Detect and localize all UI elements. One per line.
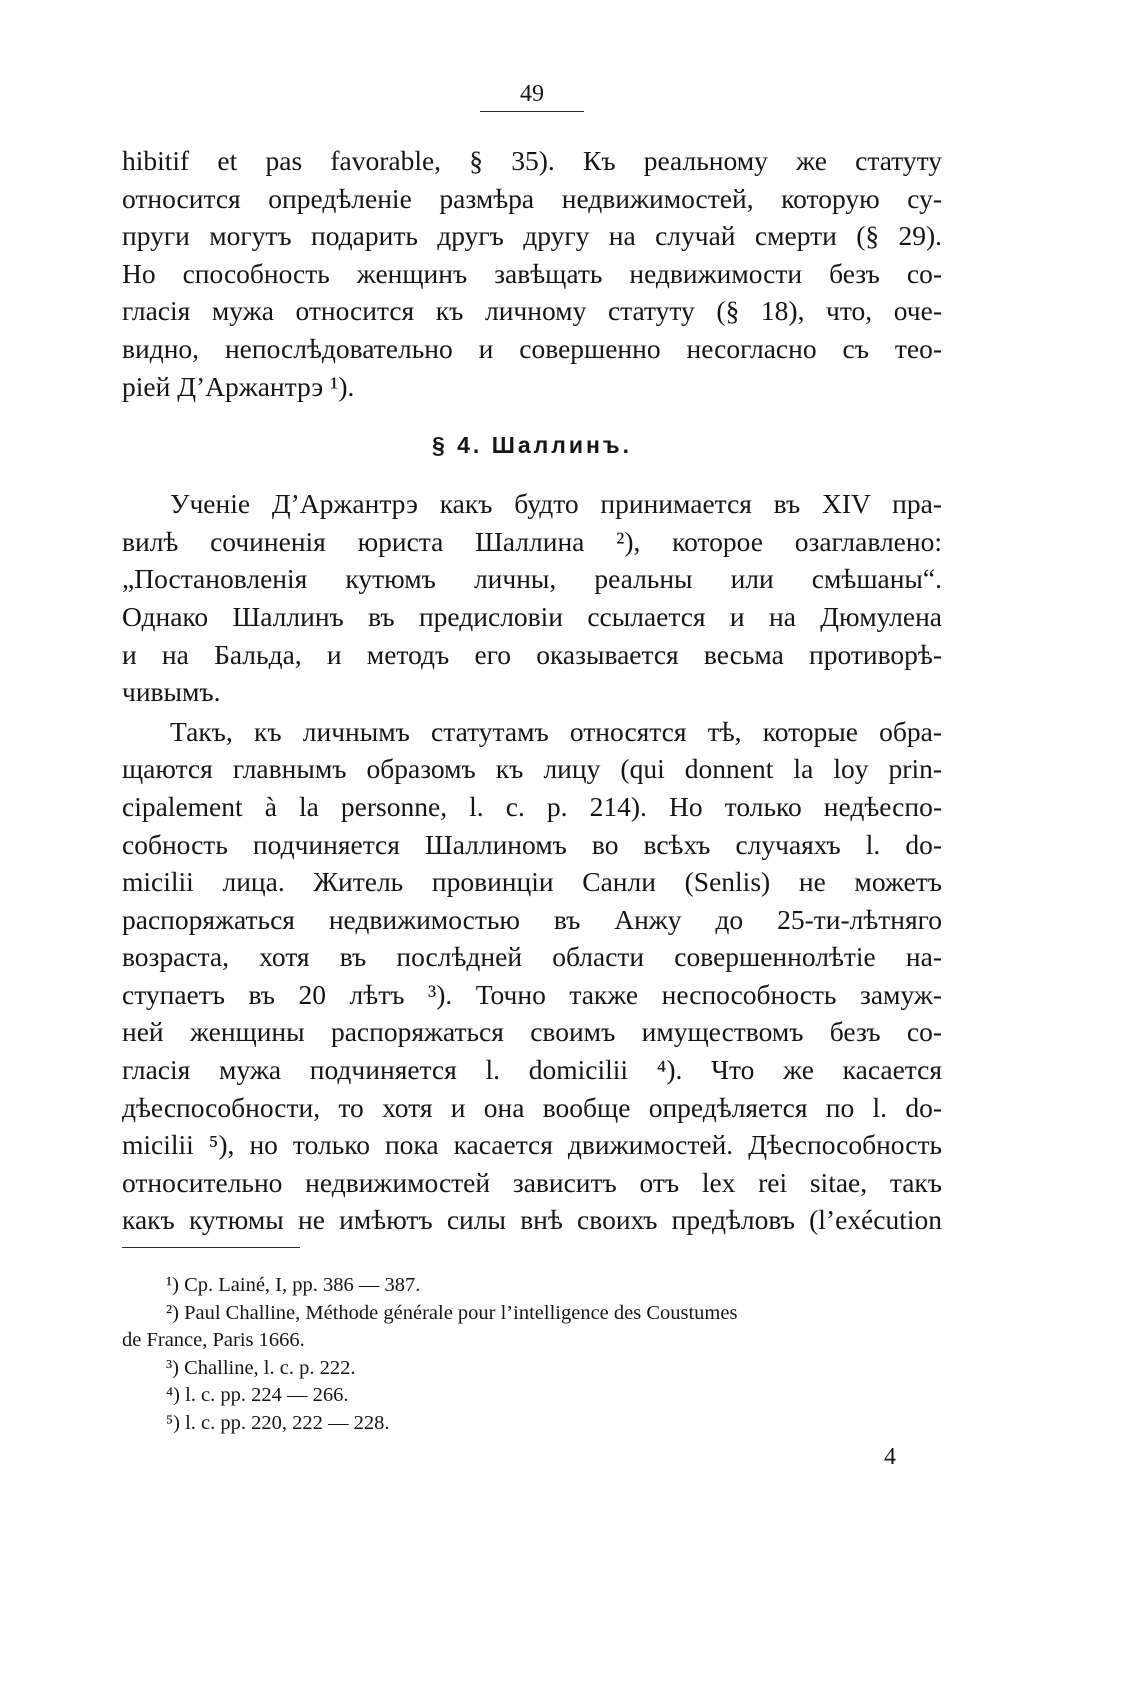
text-line: гласія мужа относится къ личному статуту (§ 18), что, оче-: [122, 295, 942, 327]
text-line: возраста, хотя въ послѣдней области совершеннолѣтіе на-: [122, 941, 942, 973]
footnote: ⁵) l. c. pp. 220, 222 — 228.: [166, 1411, 390, 1434]
text-line: micilii лица. Житель провинціи Санли (Senlis) не можетъ: [122, 866, 942, 898]
text-line: Ученіе Д’Аржантрэ какъ будто принимается въ XIV пра-: [170, 488, 942, 520]
footnote: ³) Challine, l. c. p. 222.: [166, 1356, 356, 1379]
header-rule: [480, 111, 584, 112]
text-line: чивымъ.: [122, 676, 221, 708]
text-line: и на Бальда, и методъ его оказывается весьма противорѣ-: [122, 638, 942, 670]
text-line: hibitif et pas favorable, § 35). Къ реальному же статуту: [122, 145, 942, 176]
text-line: собность подчиняется Шаллиномъ во всѣхъ случаяхъ l. do-: [122, 828, 942, 860]
text-line: какъ кутюмы не имѣютъ силы внѣ своихъ предѣловъ (l’exécution: [122, 1204, 942, 1236]
text-line: micilii ⁵), но только пока касается движимостей. Дѣеспособность: [122, 1129, 942, 1161]
page-number: 49: [520, 81, 544, 107]
text-line: щаются главнымъ образомъ къ лицу (qui donnent la loy prin-: [122, 753, 942, 785]
paragraph-1: [122, 485, 942, 711]
paragraph-continued: [122, 142, 942, 405]
text-line: относительно недвижимостей зависитъ отъ lex rei sitae, такъ: [122, 1166, 942, 1198]
footnote-continuation: de France, Paris 1666.: [122, 1329, 305, 1351]
footnote-rule: [122, 1247, 300, 1248]
text-line: ней женщины распоряжаться своимъ имуществомъ безъ со-: [122, 1016, 942, 1048]
paragraph-2: [122, 713, 942, 1239]
text-line: „Постановленія кутюмъ личны, реальны или смѣшаны“.: [122, 563, 942, 595]
text-line: cipalement à la personne, l. c. p. 214). Но только недѣеспо-: [122, 790, 942, 822]
text-line: ріей Д’Аржантрэ ¹).: [122, 370, 355, 402]
text-line: гласія мужа подчиняется l. domicilii ⁴). Что же касается: [122, 1054, 942, 1086]
text-line: распоряжаться недвижимостью въ Анжу до 25-ти-лѣтняго: [122, 903, 942, 935]
footnote: ⁴) l. c. pp. 224 — 266.: [166, 1384, 349, 1406]
text-line: ступаетъ въ 20 лѣтъ ³). Точно также неспособность замуж-: [122, 978, 942, 1010]
text-line: Такъ, къ личнымъ статутамъ относятся тѣ, которые обра-: [170, 715, 942, 747]
text-line: относится опредѣленіе размѣра недвижимостей, которую су-: [122, 182, 942, 214]
footnotes: [122, 1272, 942, 1437]
signature-mark: 4: [884, 1444, 896, 1470]
text-line: видно, непослѣдовательно и совершенно несогласно съ тео-: [122, 332, 942, 364]
text-line: Однако Шаллинъ въ предисловіи ссылается и на Дюмулена: [122, 600, 942, 632]
text-line: дѣеспособности, то хотя и она вообще опредѣляется по l. do-: [122, 1091, 942, 1123]
text-line: Но способность женщинъ завѣщать недвижимости безъ со-: [122, 257, 942, 289]
footnote: ²) Paul Challine, Méthode générale pour l’intelligence des Coustumes: [166, 1301, 738, 1324]
main-text: [122, 142, 942, 1239]
text-line: вилѣ сочиненія юриста Шаллина ²), которое озаглавлено:: [122, 525, 942, 557]
text-line: пруги могутъ подарить другъ другу на случай смерти (§ 29).: [122, 220, 942, 252]
footnote: ¹) Cp. Lainé, I, pp. 386 — 387.: [166, 1274, 421, 1296]
section-heading: § 4. Шаллинъ.: [431, 432, 633, 459]
